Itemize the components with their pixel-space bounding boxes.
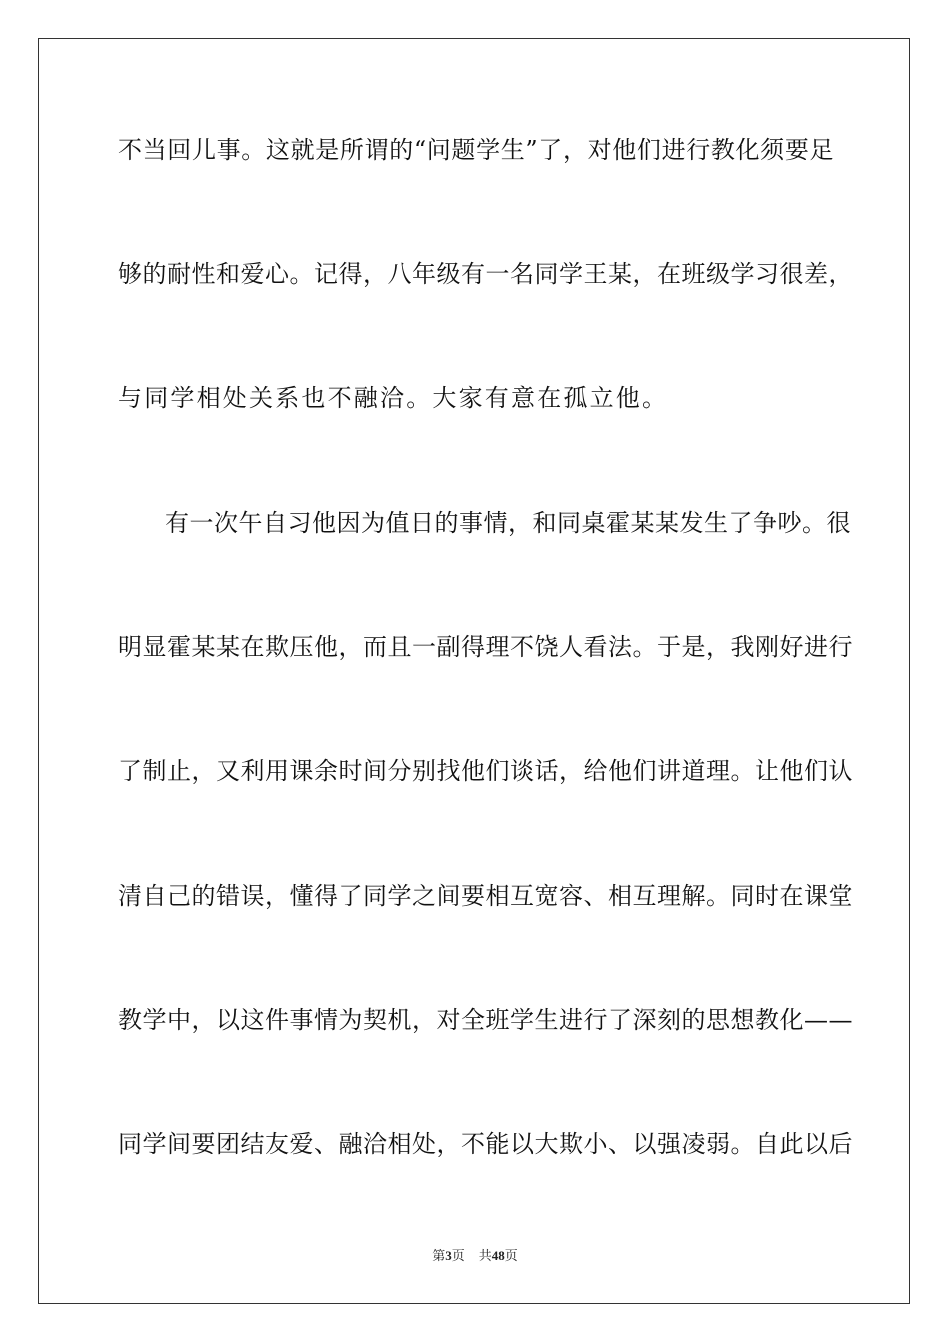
page-footer xyxy=(0,1247,950,1265)
page-number: 3 xyxy=(445,1248,452,1263)
text-line-2: 够的耐性和爱心。记得，八年级有一名同学王某，在班级学习很差， xyxy=(118,260,853,288)
text-line-5: 明显霍某某在欺压他，而且一副得理不饶人看法。于是，我刚好进行 xyxy=(118,633,853,661)
text-line-9: 同学间要团结友爱、融洽相处，不能以大欺小、以强凌弱。自此以后 xyxy=(118,1130,853,1158)
page-border xyxy=(38,38,910,1304)
total-pages: 48 xyxy=(491,1248,505,1263)
text-line-3: 与同学相处关系也不融洽。大家有意在孤立他。 xyxy=(118,384,669,412)
text-line-1: 不当回儿事。这就是所谓的“问题学生”了，对他们进行教化须要足 xyxy=(118,136,834,164)
text-line-7: 清自己的错误，懂得了同学之间要相互宽容、相互理解。同时在课堂 xyxy=(118,882,853,910)
text-line-4-paragraph-start: 有一次午自习他因为值日的事情，和同桌霍某某发生了争吵。很 xyxy=(165,509,851,537)
page-label-prefix: 第 xyxy=(432,1248,446,1263)
page-label-suffix: 页 xyxy=(451,1248,465,1263)
text-line-6: 了制止，又利用课余时间分别找他们谈话，给他们讲道理。让他们认 xyxy=(118,757,853,785)
total-label-suffix: 页 xyxy=(504,1248,518,1263)
text-line-8: 教学中，以这件事情为契机，对全班学生进行了深刻的思想教化—— xyxy=(118,1006,853,1034)
total-label-prefix: 共 xyxy=(478,1248,492,1263)
